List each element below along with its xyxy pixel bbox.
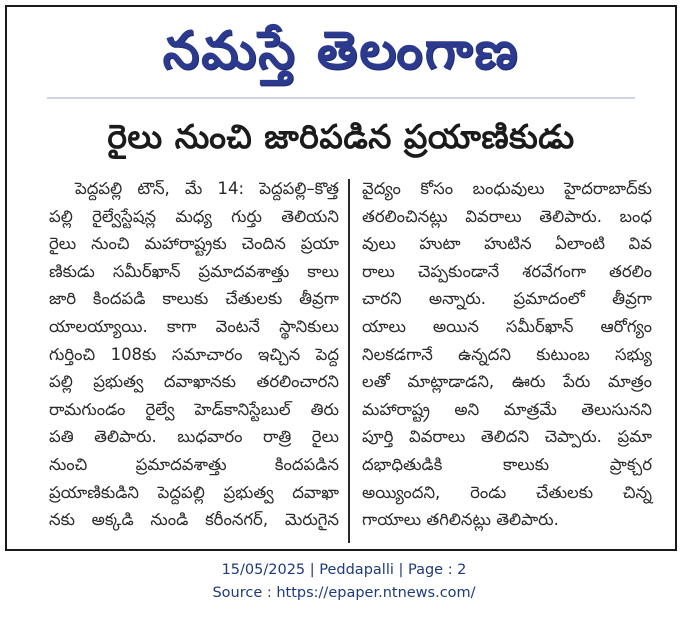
article-line: ణికుడు సమీర్‌ఖాన్ ప్రమాదవశాత్తు కాలు: [49, 261, 339, 281]
article-line: వులు హుటా హుటిన ఏలాంటి వివ: [362, 234, 652, 254]
article-line: పల్లి ప్రభుత్వ దవాఖానకు తరలించారని: [49, 372, 339, 392]
article-line: రామగుండం రైల్వే హెడ్‌కానిస్టేబుల్ తిరు: [49, 399, 339, 419]
source-link[interactable]: Source : https://epaper.ntnews.com/: [212, 585, 476, 601]
article-line: గాయాలు తగిలినట్లు తెలిపారు.: [362, 510, 559, 530]
clipping-frame: [5, 5, 677, 551]
article-headline: రైలు నుంచి జారిపడిన ప్రయాణికుడు: [107, 117, 575, 156]
article-line: పతి తెలిపారు. బుధవారం రాత్రి రైలు: [49, 427, 339, 447]
article-line: పెద్దపల్లి టౌన్, మే 14: పెద్దపల్లి–కొత్త: [75, 179, 339, 198]
article-line: జారి కిందపడి కాలుకు చేతులకు తీవ్రగా: [49, 289, 339, 309]
article-line: నకు అక్కడి నుండి కరీంనగర్, మెరుగైన: [49, 510, 339, 530]
article-line: గుర్తించి 108కు సమాచారం ఇచ్చిన పెద్ద: [49, 344, 339, 364]
article-line: ప్రయాణికుడిని పెద్దపల్లి ప్రభుత్వ దవాఖా: [49, 482, 339, 502]
article-column-left: [49, 175, 339, 534]
article-line: పూర్తి వివరాలు తెలిదని చెప్పారు. ప్రమా: [362, 427, 652, 447]
article-line: రాలు చెప్పకుండానే శరవేగంగా తరలిం: [362, 261, 652, 281]
article-line: వైద్యం కోసం బంధువులు హైదరాబాద్‌కు: [362, 179, 652, 198]
article-line: అయ్యిందని, రెండు చేతులకు చిన్న: [362, 482, 652, 502]
article-line: చారని అన్నారు. ప్రమాదంలో తీవ్రగా: [362, 289, 652, 309]
article-line: నుంచి ప్రమాదవశాత్తు కిందపడిన: [49, 454, 339, 474]
article-column-right: [362, 175, 652, 534]
article-line: మహారాష్ట్ర అని మాత్రమే తెలుసునని: [362, 399, 652, 419]
article-line: తరలించినట్లు వివరాలు తెలిపారు. బంధ: [362, 206, 652, 226]
column-divider: [348, 179, 350, 543]
edition-info: 15/05/2025 | Peddapalli | Page : 2: [221, 562, 467, 578]
article-line: యాలు అయిన సమీర్‌ఖాన్ ఆరోగ్యం: [362, 316, 652, 336]
article-line: లతో మాట్లాడాడని, ఊరు పేరు మాత్రం: [362, 372, 652, 392]
article-line: యాలయ్యాయి. కాగా వెంటనే స్థానికులు: [49, 316, 339, 336]
article-line: దభాధితుడికి కాలుకు ప్రాక్చర: [362, 454, 652, 474]
masthead-divider: [47, 97, 635, 99]
newspaper-masthead: నమస్తే తెలంగాణ: [162, 20, 520, 81]
article-line: నిలకడగానే ఉన్నదని కుటుంబ సభ్యు: [362, 344, 652, 364]
article-line: రైలు నుంచి మహారాష్ట్రకు చెందిన ప్రయా: [49, 234, 339, 254]
article-line: పల్లి రైల్వేస్టేషన్ల మధ్య గుర్తు తెలియని: [49, 206, 339, 226]
